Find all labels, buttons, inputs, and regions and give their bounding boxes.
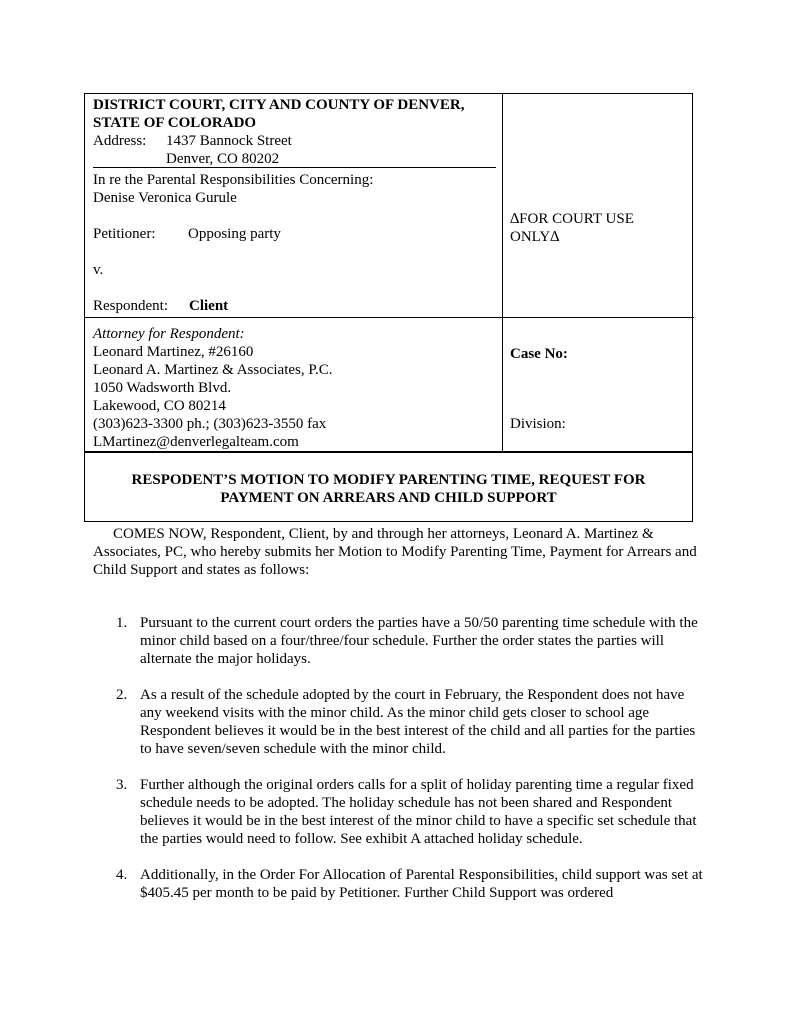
list-item: [93, 686, 703, 758]
court-divider: [93, 167, 496, 168]
petitioner-label: Petitioner:: [93, 226, 156, 242]
item-text: Additionally, in the Order For Allocation of Parental Responsibilities, child support was set at $405.45 per month to be paid by Petitioner. Further Child Support was ordered: [140, 867, 703, 901]
attorney-name: Leonard Martinez, #26160: [93, 344, 254, 360]
court-address-line2: Denver, CO 80202: [166, 151, 280, 167]
case-number-label: Case No:: [510, 346, 568, 362]
court-name-line1: DISTRICT COURT, CITY AND COUNTY OF DENVER,: [93, 97, 465, 113]
list-item: [93, 866, 703, 902]
attorney-heading: Attorney for Respondent:: [93, 326, 245, 342]
respondent-value: Client: [189, 298, 229, 314]
court-name-line2: STATE OF COLORADO: [93, 115, 257, 131]
address-street: 1437 Bannock Street: [166, 133, 292, 149]
item-number: 3.: [116, 777, 128, 793]
item-number: 2.: [116, 687, 128, 703]
petitioner-line: [93, 225, 495, 243]
motion-title-line2: PAYMENT ON ARREARS AND CHILD SUPPORT: [220, 490, 557, 506]
court-address-line1: [93, 132, 495, 150]
attorney-firm: Leonard A. Martinez & Associates, P.C.: [93, 362, 333, 378]
motion-title: [84, 451, 693, 522]
list-item: [93, 614, 703, 668]
respondent-label: Respondent:: [93, 298, 168, 314]
court-info: [93, 96, 495, 168]
caption-row-divider: [85, 317, 694, 318]
intro-paragraph: COMES NOW, Respondent, Client, by and through her attorneys, Leonard A. Martinez & Associates, PC, who hereby submits her Motion to Modify Parenting Time, Payment for Arrears and Child Support and states as follows:: [93, 526, 697, 578]
attorney-phones: (303)623-3300 ph.; (303)623-3550 fax: [93, 416, 327, 432]
attorney-street: 1050 Wadsworth Blvd.: [93, 380, 232, 396]
parties-info: [93, 171, 495, 315]
numbered-list: [93, 614, 703, 920]
court-use-line2: ONLY∆: [510, 229, 560, 245]
address-label: Address:: [93, 133, 147, 149]
attorney-city: Lakewood, CO 80214: [93, 398, 226, 414]
division-label: Division:: [510, 416, 566, 432]
court-use-only: [510, 210, 685, 246]
item-text: Pursuant to the current court orders the parties have a 50/50 parenting time schedule with the minor child based on a four/three/four schedule. Further the order states the parties will alternate the major holidays.: [140, 615, 698, 667]
attorney-email: LMartinez@denverlegalteam.com: [93, 434, 299, 450]
item-number: 1.: [116, 615, 128, 631]
in-re-line: In re the Parental Responsibilities Concerning:: [93, 172, 374, 188]
item-number: 4.: [116, 867, 128, 883]
item-text: Further although the original orders calls for a split of holiday parenting time a regular fixed schedule needs to be adopted. The holiday schedule has not been shared and Respondent believes it would be in the best interest of the minor child to have a specific set schedule that the parties would need to follow. See exhibit A attached holiday schedule.: [140, 777, 697, 847]
motion-title-line1: RESPODENT’S MOTION TO MODIFY PARENTING TIME, REQUEST FOR: [131, 472, 646, 488]
attorney-info: [93, 325, 495, 451]
petitioner-value: Opposing party: [188, 226, 281, 242]
versus: v.: [93, 262, 104, 278]
case-caption: [84, 93, 693, 452]
child-name: Denise Veronica Gurule: [93, 190, 237, 206]
court-use-line1: ∆FOR COURT USE: [510, 211, 634, 227]
item-text: As a result of the schedule adopted by the court in February, the Respondent does not have any weekend visits with the minor child. As the minor child gets closer to school age Respondent believes it would be in the best interest of the child and all parties for the parties to have seven/seven schedule with the minor child.: [140, 687, 696, 757]
list-item: [93, 776, 703, 848]
respondent-line: [93, 297, 495, 315]
